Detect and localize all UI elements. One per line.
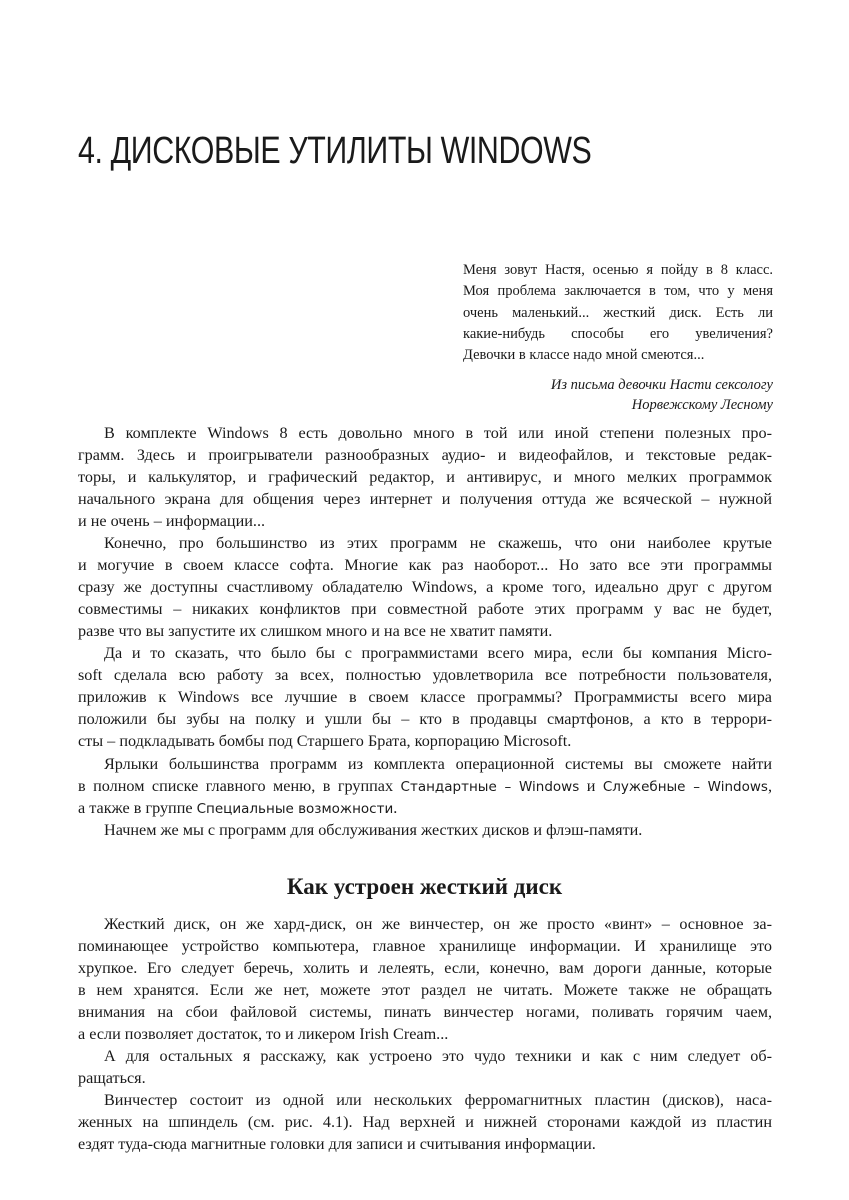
- text: и: [579, 777, 603, 795]
- text-line: приложив к Windows все лучшие в своем классе программы? Программисты всего мира: [78, 688, 772, 706]
- text: в полном списке главного меню, в группах: [78, 777, 401, 795]
- text-line: сты – подкладывать бомбы под Старшего Брата, корпорацию Microsoft.: [78, 732, 572, 750]
- text-line: Конечно, про большинство из этих программ не скажешь, что они наиболее крутые: [104, 534, 772, 552]
- text-line: в нем хранятся. Если же нет, можете этот раздел не читать. Можете также не обращать: [78, 981, 772, 999]
- text: .: [393, 799, 398, 817]
- text-line: положили бы зубы на полку и ушли бы – кто в продавцы смартфонов, а кто в террори-: [78, 710, 772, 728]
- epigraph-line: Девочки в классе надо мной смеются...: [463, 347, 705, 364]
- text-line: начального экрана для общения через интернет и получения оттуда же всяческой – нужной: [78, 490, 772, 508]
- text-line: а если позволяет достаток, то и ликером Irish Cream...: [78, 1025, 449, 1043]
- text-line: ращаться.: [78, 1069, 146, 1087]
- text-line: [78, 797, 772, 819]
- text-line: Жесткий диск, он же хард-диск, он же винчестер, он же просто «винт» – основное за-: [104, 915, 772, 933]
- text-line: и могучие в своем классе софта. Многие как раз наоборот... Но зато все эти программы: [78, 556, 772, 574]
- epigraph-source: Из письма девочки Насти сексологу: [550, 377, 773, 394]
- epigraph-line: какие-нибудь способы его увеличения?: [463, 325, 773, 342]
- epigraph: [463, 260, 773, 415]
- menu-group-service: Служебные – Windows: [602, 779, 768, 795]
- text-line: внимания на сбои файловой системы, пинать винчестер ногами, поливать горячим чаем,: [78, 1003, 772, 1021]
- text-line: поминающее устройство компьютера, главное хранилище информации. И хранилище это: [78, 937, 772, 955]
- body-text-2: [78, 913, 772, 1155]
- shortcuts-paragraph: [78, 753, 772, 841]
- text-line: ездят туда-сюда магнитные головки для записи и считывания информации.: [78, 1135, 596, 1153]
- section-heading: Как устроен жесткий диск: [286, 874, 563, 899]
- text-line: В комплекте Windows 8 есть довольно много в той или иной степени полезных про-: [104, 424, 772, 442]
- text-line: торы, и калькулятор, и графический редактор, и антивирус, и много мелких программок: [78, 468, 772, 486]
- text-line: [78, 775, 772, 797]
- text-line: Начнем же мы с программ для обслуживания жестких дисков и флэш-памяти.: [104, 821, 643, 839]
- text-line: женных на шпиндель (см. рис. 4.1). Над верхней и нижней сторонами каждой из пластин: [78, 1113, 772, 1131]
- text-line: совместимы – никаких конфликтов при совместной работе этих программ у вас не будет,: [78, 600, 772, 618]
- chapter-title: 4. ДИСКОВЫЕ УТИЛИТЫ WINDOWS: [78, 130, 592, 172]
- epigraph-line: Моя проблема заключается в том, что у меня: [463, 283, 773, 300]
- epigraph-line: Меня зовут Настя, осенью я пойду в 8 класс.: [463, 262, 773, 278]
- text-line: А для остальных я расскажу, как устроено это чудо техники и как с ним следует об-: [104, 1047, 772, 1065]
- menu-group-standard: Стандартные – Windows: [400, 779, 580, 795]
- text-line: сразу же доступны счастливому обладателю Windows, а кроме того, идеально друг с другом: [78, 578, 772, 596]
- text-line: soft сделала всю работу за всех, полностью удовлетворила все потребности пользователя,: [78, 666, 772, 684]
- body-text-1: [78, 422, 772, 752]
- menu-group-accessibility: Специальные возможности: [196, 801, 394, 817]
- text: ,: [767, 777, 772, 795]
- text-line: грамм. Здесь и проигрыватели разнообразных аудио- и видеофайлов, и текстовые редак-: [78, 446, 772, 464]
- epigraph-line: очень маленький... жесткий диск. Есть ли: [463, 304, 773, 321]
- text-line: хрупкое. Его следует беречь, холить и лелеять, если, конечно, вам дороги данные, которые: [78, 959, 772, 977]
- text-line: Ярлыки большинства программ из комплекта операционной системы вы сможете найти: [104, 755, 772, 773]
- text-line: и не очень – информации...: [78, 512, 266, 530]
- text-line: Да и то сказать, что было бы с программистами всего мира, если бы компания Micro-: [104, 644, 772, 662]
- text-line: Винчестер состоит из одной или нескольких ферромагнитных пластин (дисков), наса-: [104, 1091, 772, 1109]
- text: а также в группе: [78, 799, 197, 817]
- text-line: разве что вы запустите их слишком много и на все не хватит памяти.: [78, 622, 553, 640]
- epigraph-source: Норвежскому Лесному: [631, 397, 773, 414]
